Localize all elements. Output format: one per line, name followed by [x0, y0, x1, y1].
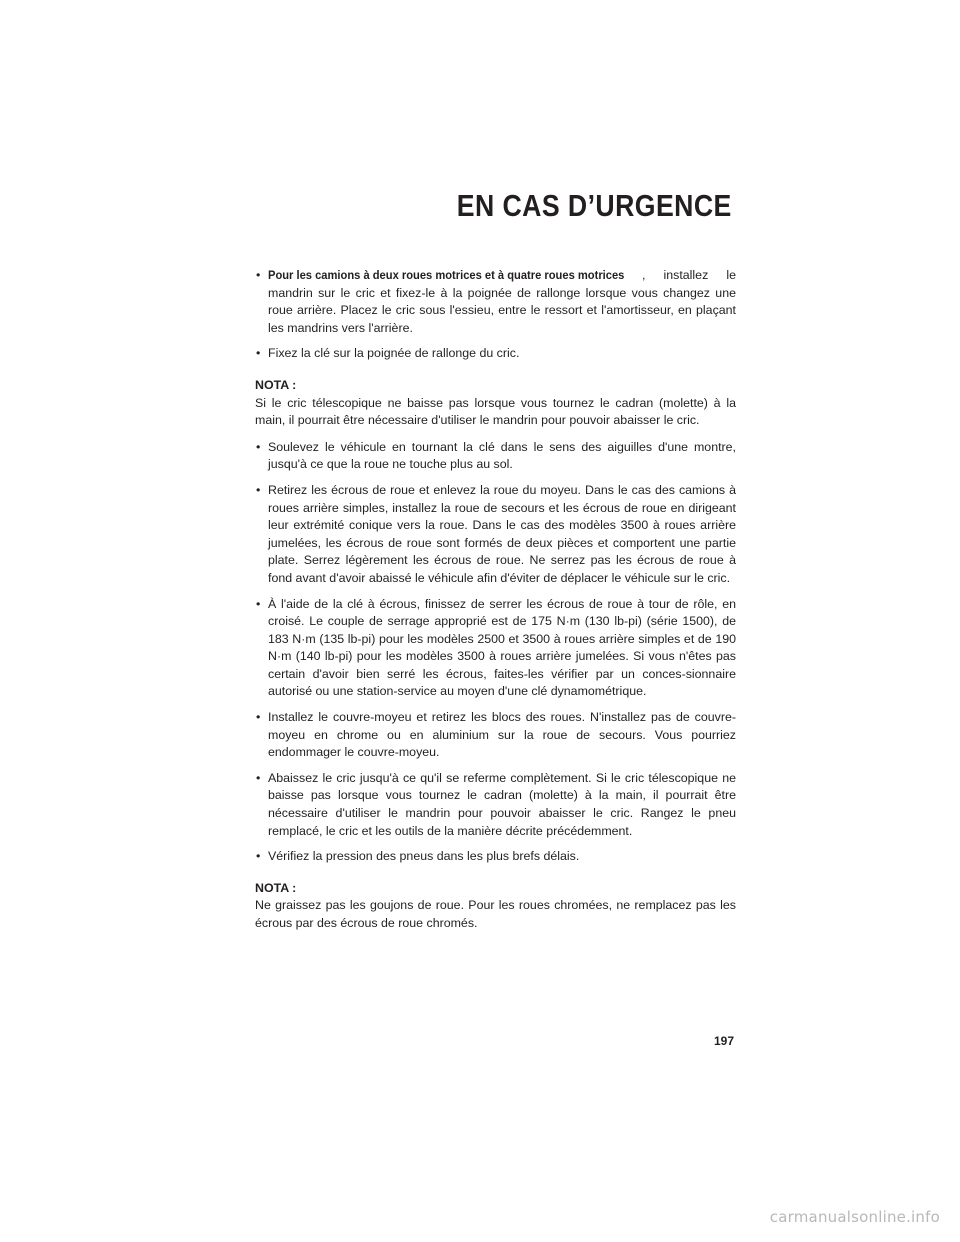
list-item: [255, 709, 736, 762]
list-item: [255, 345, 736, 363]
watermark: carmanualsonline.info: [769, 1208, 940, 1226]
page-number: 197: [714, 1034, 735, 1048]
bullet-text: Abaissez le cric jusqu'à ce qu'il se referme complètement. Si le cric télescopique ne baisse pas lorsque vous tournez le cadran (molette) à la main, il pourrait être nécessaire d'utiliser le mandrin pour pouvoir abaisser le cric. Rangez le pneu remplacé, le cric et les outils de la manière décrite précédemment.: [268, 770, 736, 838]
bullet-icon: •: [256, 482, 261, 497]
bullet-icon: •: [256, 710, 261, 725]
bullet-text: Fixez la clé sur la poignée de rallonge du cric.: [268, 346, 520, 361]
bullet-icon: •: [256, 439, 261, 454]
page-content: [255, 267, 736, 942]
list-item: [255, 482, 736, 588]
bullet-text: À l'aide de la clé à écrous, finissez de serrer les écrous de roue à tour de rôle, en croisé. Le couple de serrage approprié est de 175 N·m (130 lb-pi) (série 1500), de 183 N·m (135 lb-pi) pour les modèles 2500 et 3500 à roues arrière simples et de 190 N·m (140 lb-pi) pour les modèles 3500 à roues arrière jumelées. Si vous n'êtes pas certain d'avoir bien serré les écrous, faites-les vérifier par un conces-sionnaire autorisé ou une station-service au moyen d'une clé dynamométrique.: [268, 596, 736, 699]
list-item: [255, 770, 736, 840]
list-item: [255, 439, 736, 474]
section-title: EN CAS D’URGENCE: [457, 188, 732, 223]
note-label: NOTA :: [255, 377, 297, 392]
list-item: [255, 848, 736, 866]
bullet-icon: •: [256, 596, 261, 611]
bullet-text: Retirez les écrous de roue et enlevez la roue du moyeu. Dans le cas des camions à roues arrière simples, installez la roue de secours et les écrous de roue en dirigeant leur extrémité conique vers la roue. Dans le cas des modèles 3500 à roues arrière jumelées, les écrous de roue sont formés de deux pièces et comportent une partie plate. Serrez légèrement les écrous de roue. Ne serrez pas les écrous de roue à fond avant d'avoir abaissé le véhicule afin d'éviter de déplacer le véhicule sur le cric.: [268, 482, 736, 585]
bullet-text: , installez le mandrin sur le cric et fixez-le à la poignée de rallonge lorsque vous changez une roue arrière. Placez le cric sous l'essieu, entre le ressort et l'amortisseur, en plaçant les mandrins vers l'arrière.: [268, 268, 736, 335]
bullet-icon: •: [256, 849, 261, 864]
bullet-lead-bold: Pour les camions à deux roues motrices et à quatre roues motrices: [268, 268, 625, 282]
list-item: [255, 596, 736, 702]
list-item: [255, 267, 736, 337]
note-label: NOTA :: [255, 880, 297, 895]
note-text: Ne graissez pas les goujons de roue. Pour les roues chromées, ne remplacez pas les écrous par des écrous de roue chromés.: [255, 898, 736, 930]
note-text: Si le cric télescopique ne baisse pas lorsque vous tournez le cadran (molette) à la main, il pourrait être nécessaire d'utiliser le mandrin pour pouvoir abaisser le cric.: [255, 395, 736, 428]
bullet-icon: •: [256, 346, 261, 361]
bullet-text: Installez le couvre-moyeu et retirez les blocs des roues. N'installez pas de couvre-moyeu en chrome ou en aluminium sur la roue de secours. Vous pourriez endommager le couvre-moyeu.: [268, 710, 736, 760]
bullet-text: Soulevez le véhicule en tournant la clé dans le sens des aiguilles d'une montre, jusqu'à ce que la roue ne touche plus au sol.: [268, 439, 736, 472]
bullet-text: Vérifiez la pression des pneus dans les plus brefs délais.: [268, 849, 580, 864]
bullet-icon: •: [256, 770, 261, 785]
bullet-icon: •: [256, 268, 261, 282]
